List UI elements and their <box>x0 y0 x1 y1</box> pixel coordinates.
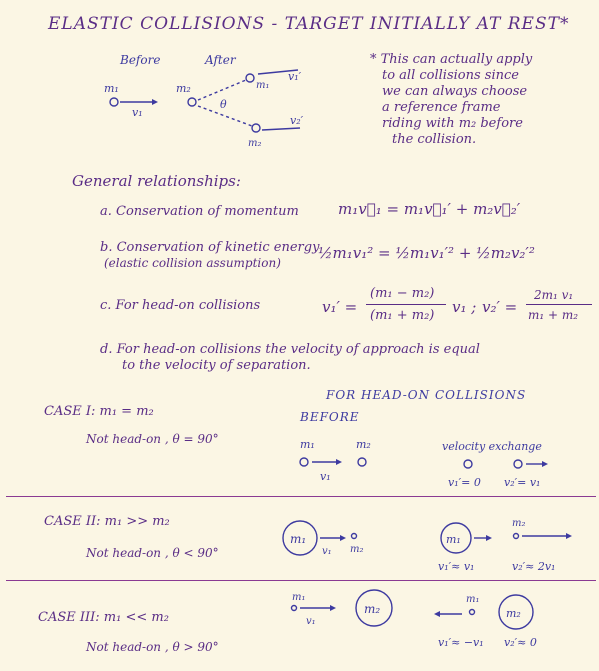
fraction-bar <box>526 304 592 305</box>
v1-label: v₁ <box>132 106 143 119</box>
mass-1-circle <box>110 98 118 106</box>
case3-v2p: v₂′≈ 0 <box>504 636 537 649</box>
case3-m1-after: m₁ <box>466 594 480 605</box>
headon-header: FOR HEAD-ON COLLISIONS <box>326 388 527 402</box>
footnote-line: riding with m₂ before <box>382 116 523 131</box>
equation-c2-left: v₂′ = <box>482 298 518 316</box>
case3-m2-after: m₂ <box>506 607 521 620</box>
footnote <box>370 52 532 148</box>
case3-m1: m₁ <box>292 592 306 603</box>
equation-c1-left: v₁′ = <box>322 298 358 316</box>
case1-title: CASE I: m₁ = m₂ <box>44 404 154 419</box>
footnote-line: a reference frame <box>382 100 501 115</box>
case2-v2p: v₂′≈ 2v₁ <box>512 560 556 573</box>
label-d-line2: to the velocity of separation. <box>122 358 311 373</box>
case2-title: CASE II: m₁ >> m₂ <box>44 514 170 529</box>
after-label: After <box>205 53 236 67</box>
case2-m1-after: m₁ <box>446 533 461 546</box>
case2-m1: m₁ <box>290 532 307 546</box>
case3-v1: v₁ <box>306 616 316 627</box>
footnote-line: * This can actually apply <box>370 52 533 67</box>
mass-2-circle <box>188 98 196 106</box>
divider <box>6 496 596 497</box>
label-c: c. For head-on collisions <box>100 298 261 313</box>
m1-after-label: m₁ <box>256 80 270 91</box>
v1p-label: v₁′ <box>288 70 302 83</box>
before-label: Before <box>120 53 161 67</box>
divider <box>6 580 596 581</box>
footnote-line: to all collisions since <box>382 68 519 83</box>
equation-c1-den: (m₁ + m₂) <box>370 308 435 323</box>
m1-label: m₁ <box>104 82 119 95</box>
case2-v1: v₁ <box>322 546 332 557</box>
equation-c2-den: m₁ + m₂ <box>528 308 579 322</box>
collision-diagram <box>90 50 350 150</box>
footnote-line: we can always choose <box>382 84 528 99</box>
equation-c1-tail: v₁ ; <box>452 298 477 316</box>
before-header: BEFORE <box>300 410 360 424</box>
v2p-label: v₂′ <box>290 114 304 127</box>
equation-c1-num: (m₁ − m₂) <box>370 286 435 301</box>
case1-exchange: velocity exchange <box>442 440 542 453</box>
case3-v1p: v₁′≈ −v₁ <box>438 636 484 649</box>
case3-diagram <box>280 586 590 666</box>
case1-v1: v₁ <box>320 470 331 483</box>
fraction-bar <box>366 304 446 305</box>
case2-m2-after: m₂ <box>512 518 526 529</box>
case3-title: CASE III: m₁ << m₂ <box>38 610 169 625</box>
label-b-sub: (elastic collision assumption) <box>104 256 281 270</box>
case1-diagram <box>290 436 590 492</box>
case2-v1p: v₁′≈ v₁ <box>438 560 475 573</box>
page-title: ELASTIC COLLISIONS - TARGET INITIALLY AT REST* <box>48 14 570 34</box>
case1-v2p: v₂′= v₁ <box>504 476 541 489</box>
case3-m2: m₂ <box>364 602 381 616</box>
label-d-line1: d. For head-on collisions the velocity of approach is equal <box>100 342 480 357</box>
general-heading: General relationships: <box>72 172 241 190</box>
case1-m1: m₁ <box>300 438 315 451</box>
case3-sub: Not head-on , θ > 90° <box>86 640 219 654</box>
case1-v1p: v₁′= 0 <box>448 476 481 489</box>
label-b: b. Conservation of kinetic energy <box>100 240 320 255</box>
case2-m2: m₂ <box>350 544 364 555</box>
equation-a: m₁v⃗₁ = m₁v⃗₁′ + m₂v⃗₂′ <box>338 200 521 218</box>
case1-sub: Not head-on , θ = 90° <box>86 432 219 446</box>
equation-b: ½m₁v₁² = ½m₁v₁′² + ½m₂v₂′² <box>318 244 535 262</box>
case2-sub: Not head-on , θ < 90° <box>86 546 219 560</box>
case1-m2: m₂ <box>356 438 371 451</box>
case2-diagram <box>280 506 590 576</box>
m2-after-label: m₂ <box>248 138 262 149</box>
equation-c2-num: 2m₁ v₁ <box>534 288 574 302</box>
theta-label: θ <box>220 98 227 111</box>
m2-label: m₂ <box>176 82 191 95</box>
label-a: a. Conservation of momentum <box>100 204 299 219</box>
footnote-line: the collision. <box>392 132 477 147</box>
